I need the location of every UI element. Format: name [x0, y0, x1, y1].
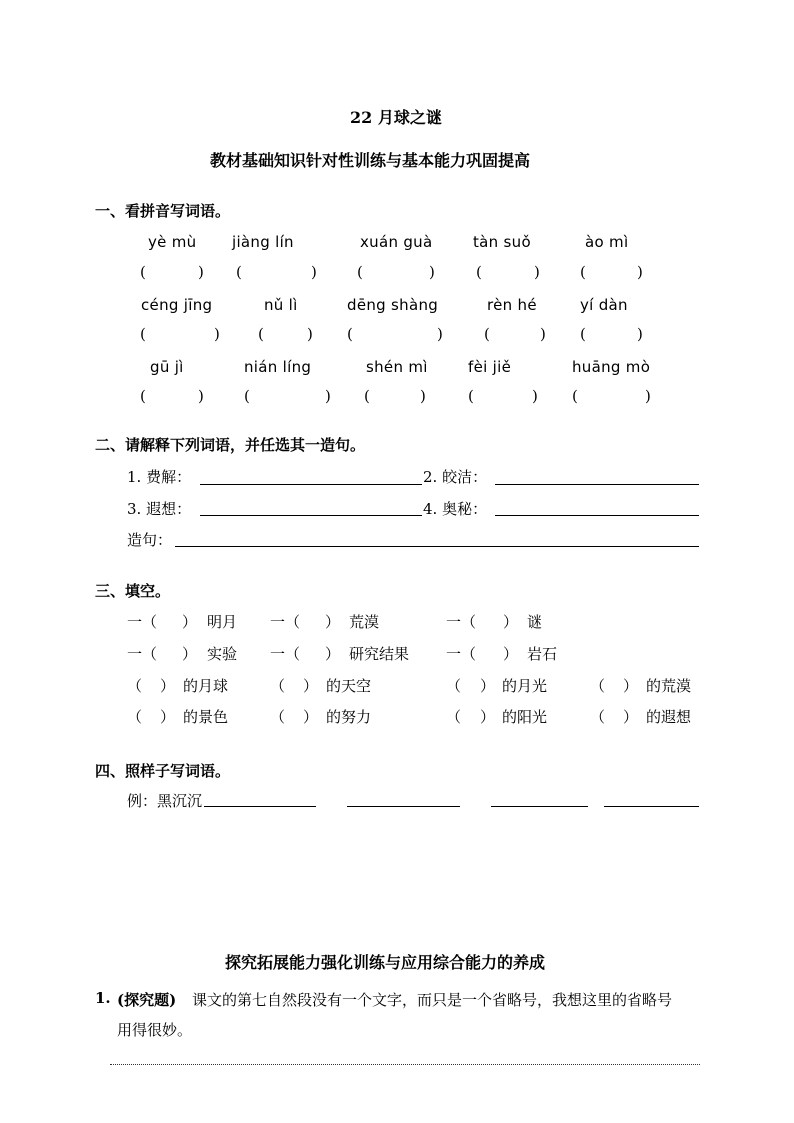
fill-open: （: [590, 708, 606, 726]
fill-close: ）: [303, 708, 319, 726]
question-number: 1.: [95, 989, 111, 1007]
answer-paren-open: (: [484, 325, 490, 343]
answer-paren-open: (: [580, 263, 586, 281]
answer-paren-close: ): [420, 387, 426, 405]
section3-heading: 三、填空。: [95, 582, 171, 600]
example-label: 例：黑沉沉: [127, 792, 203, 810]
fill-close: ）: [325, 613, 341, 631]
fill-word: 的天空: [326, 677, 372, 695]
answer-paren-close: ): [429, 263, 435, 281]
section2-heading: 二、请解释下列词语，并任选其一造句。: [95, 436, 366, 454]
lesson-title: 22 月球之谜: [350, 108, 442, 127]
fill-open: 一（: [127, 645, 158, 663]
answer-dotted-line[interactable]: [110, 1064, 700, 1065]
pinyin-item: tàn suǒ: [473, 233, 531, 251]
pinyin-item: dēng shàng: [347, 296, 439, 314]
word-label: 4. 奥秘：: [423, 500, 488, 518]
word-label: 1. 费解：: [127, 468, 192, 486]
pinyin-item: yí dàn: [580, 296, 628, 314]
fill-word: 岩石: [527, 645, 558, 663]
answer-paren-open: (: [364, 387, 370, 405]
fill-open: （: [127, 677, 143, 695]
pinyin-item: shén mì: [366, 358, 428, 376]
fill-close: ）: [503, 645, 519, 663]
question-tag: (探究题): [117, 991, 177, 1009]
section4-heading: 四、照样子写词语。: [95, 762, 231, 780]
fill-close: ）: [160, 677, 176, 695]
answer-paren-close: ): [311, 263, 317, 281]
answer-paren-open: (: [140, 325, 146, 343]
pinyin-item: jiàng lín: [232, 233, 294, 251]
answer-paren-open: (: [347, 325, 353, 343]
section1-heading: 一、看拼音写词语。: [95, 202, 231, 220]
pinyin-item: fèi jiě: [468, 358, 512, 376]
answer-paren-close: ): [198, 387, 204, 405]
answer-paren-close: ): [540, 325, 546, 343]
fill-word: 的月球: [183, 677, 229, 695]
fill-open: （: [127, 708, 143, 726]
sentence-label: 造句：: [127, 531, 173, 549]
fill-word: 的月光: [502, 677, 548, 695]
answer-line[interactable]: [604, 806, 699, 807]
fill-close: ）: [325, 645, 341, 663]
answer-paren-close: ): [198, 263, 204, 281]
fill-word: 荒漠: [349, 613, 380, 631]
answer-paren-open: (: [140, 387, 146, 405]
answer-paren-close: ): [532, 387, 538, 405]
fill-close: ）: [303, 677, 319, 695]
fill-open: 一（: [446, 613, 477, 631]
question-text: 课文的第七自然段没有一个文字，而只是一个省略号，我想这里的省略号: [192, 991, 673, 1009]
answer-paren-close: ): [637, 325, 643, 343]
word-label: 3. 遐想：: [127, 500, 192, 518]
fill-word: 的荒漠: [646, 677, 692, 695]
fill-open: 一（: [446, 645, 477, 663]
answer-paren-close: ): [645, 387, 651, 405]
fill-close: ）: [160, 708, 176, 726]
section-subtitle: 教材基础知识针对性训练与基本能力巩固提高: [210, 151, 531, 170]
pinyin-item: xuán guà: [360, 233, 433, 251]
fill-close: ）: [480, 677, 496, 695]
pinyin-item: nián líng: [244, 358, 312, 376]
answer-paren-open: (: [258, 325, 264, 343]
answer-paren-open: (: [476, 263, 482, 281]
fill-open: （: [446, 708, 462, 726]
answer-paren-close: ): [307, 325, 313, 343]
answer-paren-close: ): [534, 263, 540, 281]
pinyin-item: huāng mò: [572, 358, 651, 376]
answer-paren-open: (: [468, 387, 474, 405]
pinyin-item: yè mù: [148, 233, 197, 251]
fill-word: 明月: [207, 613, 238, 631]
answer-paren-close: ): [637, 263, 643, 281]
fill-open: 一（: [270, 645, 301, 663]
pinyin-item: ào mì: [585, 233, 629, 251]
answer-paren-open: (: [580, 325, 586, 343]
fill-word: 的阳光: [502, 708, 548, 726]
fill-close: ）: [503, 613, 519, 631]
answer-paren-open: (: [244, 387, 250, 405]
word-label: 2. 皎洁：: [423, 468, 488, 486]
pinyin-item: rèn hé: [487, 296, 537, 314]
fill-close: ）: [182, 613, 198, 631]
answer-line[interactable]: [204, 806, 316, 807]
answer-line[interactable]: [347, 806, 460, 807]
fill-close: ）: [623, 677, 639, 695]
fill-word: 研究结果: [349, 645, 410, 663]
answer-paren-close: ): [214, 325, 220, 343]
fill-word: 的景色: [183, 708, 229, 726]
answer-line[interactable]: [200, 484, 422, 485]
fill-open: 一（: [270, 613, 301, 631]
fill-close: ）: [623, 708, 639, 726]
fill-close: ）: [480, 708, 496, 726]
answer-paren-open: (: [236, 263, 242, 281]
pinyin-item: céng jīng: [141, 296, 213, 314]
fill-open: （: [270, 677, 286, 695]
fill-word: 的遐想: [646, 708, 692, 726]
answer-paren-open: (: [572, 387, 578, 405]
answer-line[interactable]: [491, 806, 588, 807]
pinyin-item: nǔ lì: [264, 296, 298, 314]
pinyin-item: gū jì: [150, 358, 184, 376]
answer-paren-close: ): [325, 387, 331, 405]
fill-open: （: [446, 677, 462, 695]
answer-line[interactable]: [495, 515, 699, 516]
fill-open: 一（: [127, 613, 158, 631]
fill-open: （: [270, 708, 286, 726]
fill-open: （: [590, 677, 606, 695]
fill-word: 实验: [207, 645, 238, 663]
answer-line[interactable]: [200, 515, 422, 516]
question-text-continued: 用得很妙。: [117, 1021, 193, 1039]
answer-paren-open: (: [140, 263, 146, 281]
part2-heading: 探究拓展能力强化训练与应用综合能力的养成: [225, 953, 546, 972]
sentence-line[interactable]: [175, 546, 699, 547]
fill-word: 谜: [527, 613, 543, 631]
answer-paren-open: (: [357, 263, 363, 281]
answer-line[interactable]: [495, 484, 699, 485]
fill-word: 的努力: [326, 708, 372, 726]
answer-paren-close: ): [437, 325, 443, 343]
fill-close: ）: [182, 645, 198, 663]
